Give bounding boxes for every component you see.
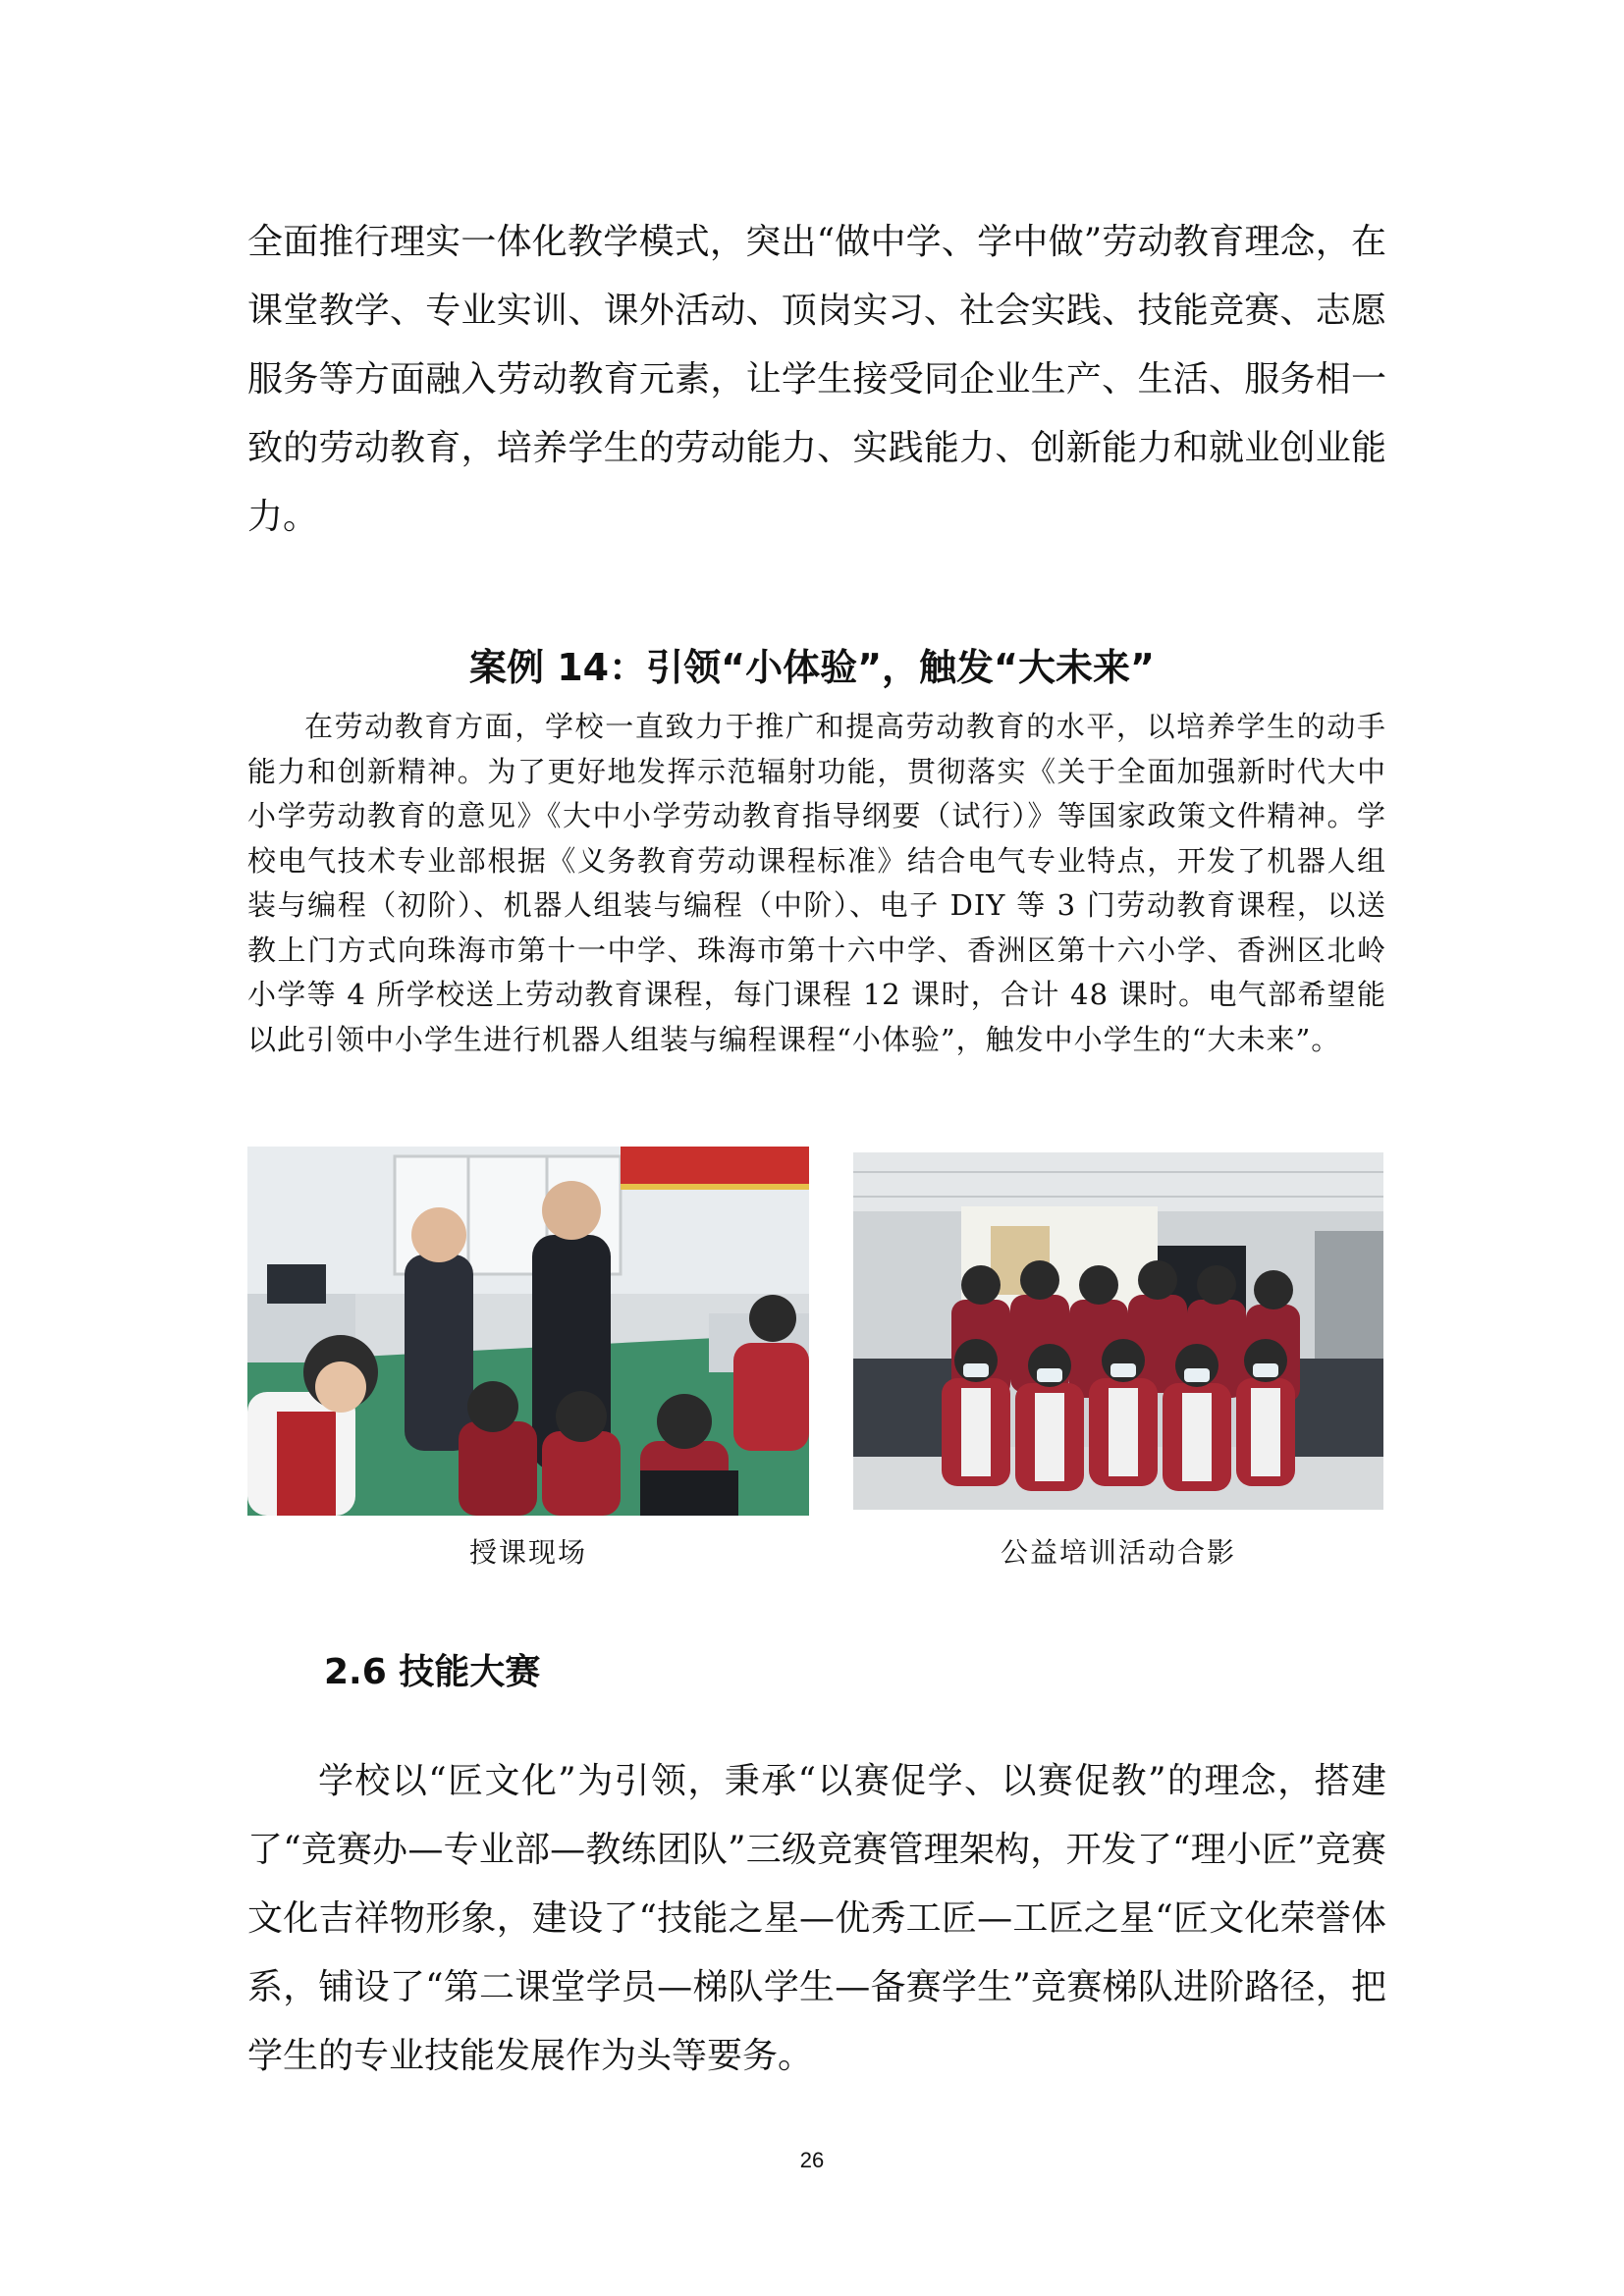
section-paragraph: 学校以“匠文化”为引领，秉承“以赛促学、以赛促教”的理念，搭建了“竞赛办—专业部—教练团队”三级竞赛管理架构，开发了“理小匠”竞赛文化吉祥物形象，建设了“技能之星—优秀工匠—工匠之星“匠文化荣誉体系，铺设了“第二课堂学员—梯队学生—备赛学生”竞赛梯队进阶路径，把学生的专业技能发展作为头等要务。 (247, 1761, 1386, 2076)
section-heading: 2.6 技能大赛 (324, 1652, 541, 1692)
group-photo (853, 1152, 1383, 1510)
teaching-scene-photo (247, 1147, 809, 1516)
case-title: 案例 14：引领“小体验”，触发“大未来” (468, 646, 1155, 689)
case-body-paragraph: 在劳动教育方面，学校一直致力于推广和提高劳动教育的水平，以培养学生的动手能力和创新精神。为了更好地发挥示范辐射功能，贯彻落实《关于全面加强新时代大中小学劳动教育的意见》《大中小学劳动教育指导纲要（试行）》等国家政策文件精神。学校电气技术专业部根据《义务教育劳动课程标准》结合电气专业特点，开发了机器人组装与编程（初阶）、机器人组装与编程（中阶）、电子 DIY 等 3 门劳动教育课程，以送教上门方式向珠海市第十一中学、珠海市第十六中学、香洲区第十六小学、香洲区北岭小学等 4 所学校送上劳动教育课程，每门课程 12 课时，合计 48 课时。电气部希望能以此引领中小学生进行机器人组装与编程课程“小体验”，触发中小学生的“大未来”。 (247, 710, 1386, 1056)
intro-paragraph: 全面推行理实一体化教学模式，突出“做中学、学中做”劳动教育理念，在课堂教学、专业实训、课外活动、顶岗实习、社会实践、技能竞赛、志愿服务等方面融入劳动教育元素，让学生接受同企业生产、生活、服务相一致的劳动教育，培养学生的劳动能力、实践能力、创新能力和就业创业能力。 (247, 222, 1386, 537)
page-number: 26 (799, 2148, 825, 2172)
right-photo-caption: 公益培训活动合影 (1000, 1536, 1236, 1569)
left-photo-caption: 授课现场 (468, 1536, 587, 1569)
